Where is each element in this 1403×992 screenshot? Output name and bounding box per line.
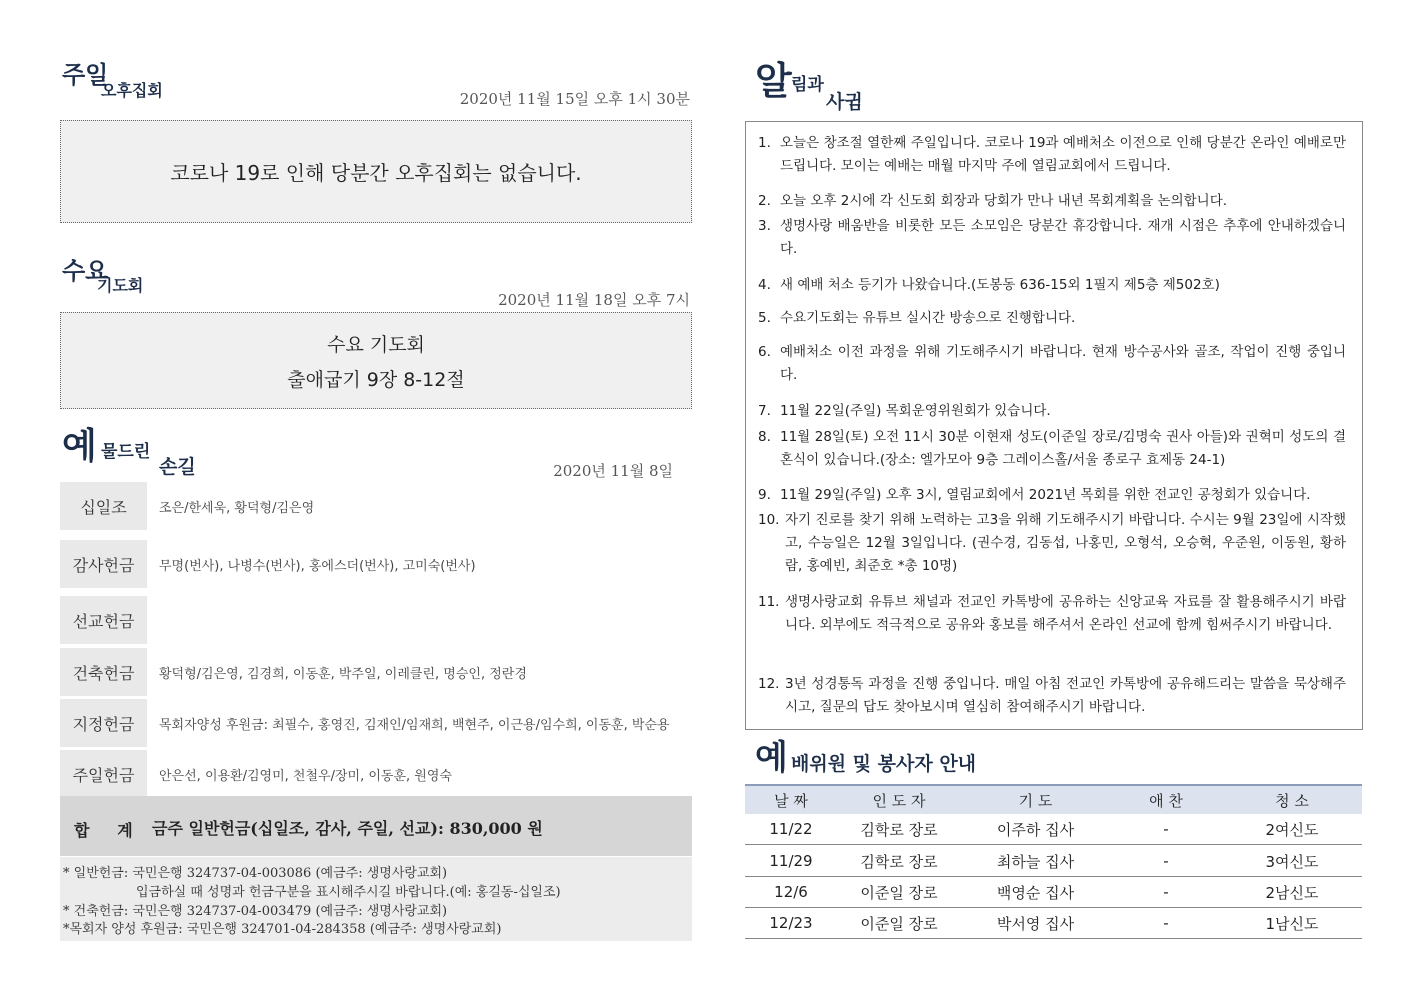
announcement-text: 예배처소 이전 과정을 위해 기도해주시기 바랍니다. 현재 방수공사와 골조, 작업이 진행 중입니다. — [780, 344, 1346, 383]
offering-label: 주일헌금 — [60, 750, 147, 798]
cell-fellowship-meal: - — [1163, 914, 1169, 932]
cell-leader: 이준일 장로 — [860, 914, 938, 933]
announcement-number: 6. — [758, 344, 771, 360]
announcements-title-mid: 림과 — [791, 75, 824, 95]
announcement-text: 3년 성경통독 과정을 진행 중입니다. 매일 아침 전교인 카톡방에 공유해드리는 말씀을 묵상해주시고, 질문의 답도 찾아보시며 열심히 참여해주시기 바랍니다. — [785, 676, 1346, 715]
wednesday-prayer-line1: 수요 기도회 — [327, 334, 425, 356]
table-row — [745, 908, 1362, 939]
wednesday-prayer-title-sub: 기도회 — [97, 276, 144, 295]
offering-row-tithe — [60, 482, 692, 530]
announcements-title-big: 알 — [755, 58, 792, 103]
announcement-number: 10. — [758, 512, 780, 528]
offering-row-mission — [60, 596, 692, 644]
offering-date: 2020년 11월 8일 — [553, 462, 673, 480]
service-table-header — [745, 784, 1362, 814]
cell-prayer: 백영순 집사 — [996, 883, 1075, 902]
announcement-item — [758, 426, 1346, 472]
cell-prayer: 박서영 집사 — [996, 914, 1075, 933]
offering-names: 무명(번사), 나병수(번사), 홍에스더(번사), 고미숙(번사) — [159, 558, 476, 574]
cell-date: 12/6 — [774, 883, 808, 901]
cell-prayer: 최하늘 집사 — [996, 852, 1075, 871]
announcement-number: 4. — [758, 277, 771, 293]
sunday-afternoon-datetime: 2020년 11월 15일 오후 1시 30분 — [459, 90, 690, 108]
announcement-number: 11. — [758, 594, 780, 610]
announcement-number: 3. — [758, 218, 771, 234]
announcement-text: 새 예배 처소 등기가 나왔습니다.(도봉동 636-15외 1필지 제5층 제502호) — [780, 277, 1220, 293]
cell-cleaning: 1남신도 — [1265, 914, 1319, 933]
offering-names: 목회자양성 후원금: 최필수, 홍영진, 김재인/임재희, 백현주, 이근용/임수희, 이동훈, 박순용 — [159, 717, 670, 733]
announcement-text: 생명사랑교회 유튜브 채널과 전교인 카톡방에 공유하는 신앙교육 자료를 잘 활용해주시기 바랍니다. 외부에도 적극적으로 공유와 홍보를 해주셔서 온라인 선교에 함께 힘써주시기 바랍니다. — [785, 594, 1346, 633]
offering-label: 지정헌금 — [60, 699, 147, 747]
cell-fellowship-meal: - — [1163, 820, 1169, 838]
offering-row-thanks — [60, 540, 692, 588]
announcement-item — [758, 484, 1346, 507]
announcement-text: 수요기도회는 유튜브 실시간 방송으로 진행합니다. — [780, 310, 1076, 326]
header-leader: 인 도 자 — [872, 791, 926, 810]
note-general-account: * 일반헌금: 국민은행 324737-04-003086 (예금주: 생명사랑교회) — [63, 866, 448, 881]
cell-date: 11/22 — [769, 820, 813, 838]
offering-total-label: 합 계 — [74, 821, 133, 840]
cell-cleaning: 3여신도 — [1265, 852, 1319, 871]
table-row — [745, 814, 1362, 845]
announcement-item — [758, 190, 1346, 213]
offering-total-bar — [60, 796, 692, 856]
announcement-item — [758, 400, 1346, 423]
service-title-big: 예 — [755, 738, 788, 778]
cell-fellowship-meal: - — [1163, 852, 1169, 870]
offering-label: 선교헌금 — [60, 596, 147, 644]
offering-account-notes — [60, 857, 692, 941]
table-row — [745, 877, 1362, 908]
offering-label: 감사헌금 — [60, 540, 147, 588]
offering-names: 안은선, 이용환/김영미, 천철우/장미, 이동훈, 원영숙 — [159, 768, 452, 784]
announcement-number: 9. — [758, 487, 771, 503]
sunday-afternoon-message: 코로나 19로 인해 당분간 오후집회는 없습니다. — [170, 161, 582, 185]
announcement-text: 자기 진로를 찾기 위해 노력하는 고3을 위해 기도해주시기 바랍니다. 수시는 9월 23일에 시작했고, 수능일은 12월 3일입니다. (권수경, 김동섭, 나홍민, 오형석, 오승혁, 우준원, 이동원, 황하람, 홍예빈, 최준호 *총 10명) — [785, 512, 1346, 574]
announcement-item — [758, 307, 1346, 330]
wednesday-prayer-title-main: 수요 — [62, 256, 109, 285]
announcement-text: 오늘 오후 2시에 각 신도회 회장과 당회가 만나 내년 목회계획을 논의합니다. — [780, 193, 1228, 209]
offering-row-sunday — [60, 750, 692, 798]
header-cleaning: 청 소 — [1275, 791, 1309, 810]
wednesday-prayer-line2: 출애굽기 9장 8-12절 — [287, 369, 465, 391]
announcement-text: 11월 22일(주일) 목회운영위원회가 있습니다. — [780, 403, 1051, 419]
cell-leader: 김학로 장로 — [860, 852, 938, 871]
announcements-box — [745, 121, 1363, 730]
announcement-item — [758, 341, 1346, 387]
cell-prayer: 이주하 집사 — [996, 820, 1075, 839]
announcement-text: 오늘은 창조절 열한째 주일입니다. 코로나 19과 예배처소 이전으로 인해 당분간 온라인 예배로만 드립니다. 모이는 예배는 매월 마지막 주에 열림교회에서 드립니다. — [780, 135, 1346, 174]
sunday-afternoon-title-main: 주일 — [62, 60, 109, 89]
header-prayer: 기 도 — [1018, 791, 1053, 810]
offering-names: 황덕형/김은영, 김경희, 이동훈, 박주일, 이레클린, 명승인, 정란경 — [159, 666, 527, 682]
cell-fellowship-meal: - — [1163, 883, 1169, 901]
announcements-title-end: 사귐 — [826, 91, 863, 113]
table-row — [745, 846, 1362, 877]
offering-title-big: 예 — [62, 425, 97, 467]
sunday-afternoon-title-sub: 오후집회 — [101, 81, 163, 100]
announcement-number: 1. — [758, 135, 771, 151]
announcement-text: 11월 28일(토) 오전 11시 30분 이현재 성도(이준일 장로/김명숙 권사 아들)와 권혁미 성도의 결혼식이 있습니다.(장소: 엘가모아 9층 그레이스홀/서울 종로구 효제동 24-1) — [780, 429, 1346, 468]
announcement-item — [758, 215, 1346, 261]
cell-date: 11/29 — [769, 852, 813, 870]
note-pastor-training-account: *목회자 양성 후원금: 국민은행 324701-04-284358 (예금주: 생명사랑교회) — [63, 922, 502, 937]
wednesday-prayer-box — [60, 312, 692, 409]
sunday-afternoon-box — [60, 120, 692, 223]
offering-title-mid: 물드린 — [101, 442, 151, 462]
offering-row-building — [60, 648, 692, 696]
announcement-item — [758, 132, 1346, 178]
offering-title-end: 손길 — [159, 456, 196, 478]
announcement-number: 8. — [758, 429, 771, 445]
announcement-item — [758, 274, 1346, 297]
note-building-account: * 건축헌금: 국민은행 324737-04-003479 (예금주: 생명사랑교회) — [63, 904, 448, 919]
cell-date: 12/23 — [769, 914, 813, 932]
announcement-item — [758, 673, 1346, 719]
cell-cleaning: 2남신도 — [1265, 883, 1319, 902]
wednesday-prayer-datetime: 2020년 11월 18일 오후 7시 — [498, 291, 690, 309]
cell-leader: 이준일 장로 — [860, 883, 938, 902]
cell-cleaning: 2여신도 — [1265, 820, 1319, 839]
announcement-item — [758, 591, 1346, 637]
offering-names: 조은/한세욱, 황덕형/김은영 — [159, 500, 315, 516]
cell-leader: 김학로 장로 — [860, 820, 938, 839]
announcement-item — [758, 509, 1346, 578]
service-title-rest: 배위원 및 봉사자 안내 — [791, 753, 977, 775]
header-date: 날 짜 — [774, 791, 808, 810]
offering-label: 십일조 — [60, 482, 147, 530]
announcement-number: 12. — [758, 676, 780, 692]
offering-row-designated — [60, 699, 692, 747]
announcement-number: 2. — [758, 193, 771, 209]
offering-label: 건축헌금 — [60, 648, 147, 696]
announcement-number: 5. — [758, 310, 771, 326]
offering-total-text: 금주 일반헌금(십일조, 감사, 주일, 선교): 830,000 원 — [152, 819, 543, 838]
announcement-text: 11월 29일(주일) 오후 3시, 열림교회에서 2021년 목회를 위한 전교인 공청회가 있습니다. — [780, 487, 1311, 503]
header-fellowship-meal: 애 찬 — [1149, 791, 1183, 810]
announcement-text: 생명사랑 배움반을 비롯한 모든 소모임은 당분간 휴강합니다. 재개 시점은 추후에 안내하겠습니다. — [780, 218, 1346, 257]
announcement-number: 7. — [758, 403, 771, 419]
note-deposit-instruction: 입금하실 때 성명과 헌금구분을 표시해주시길 바랍니다.(예: 홍길동-십일조) — [136, 885, 561, 900]
